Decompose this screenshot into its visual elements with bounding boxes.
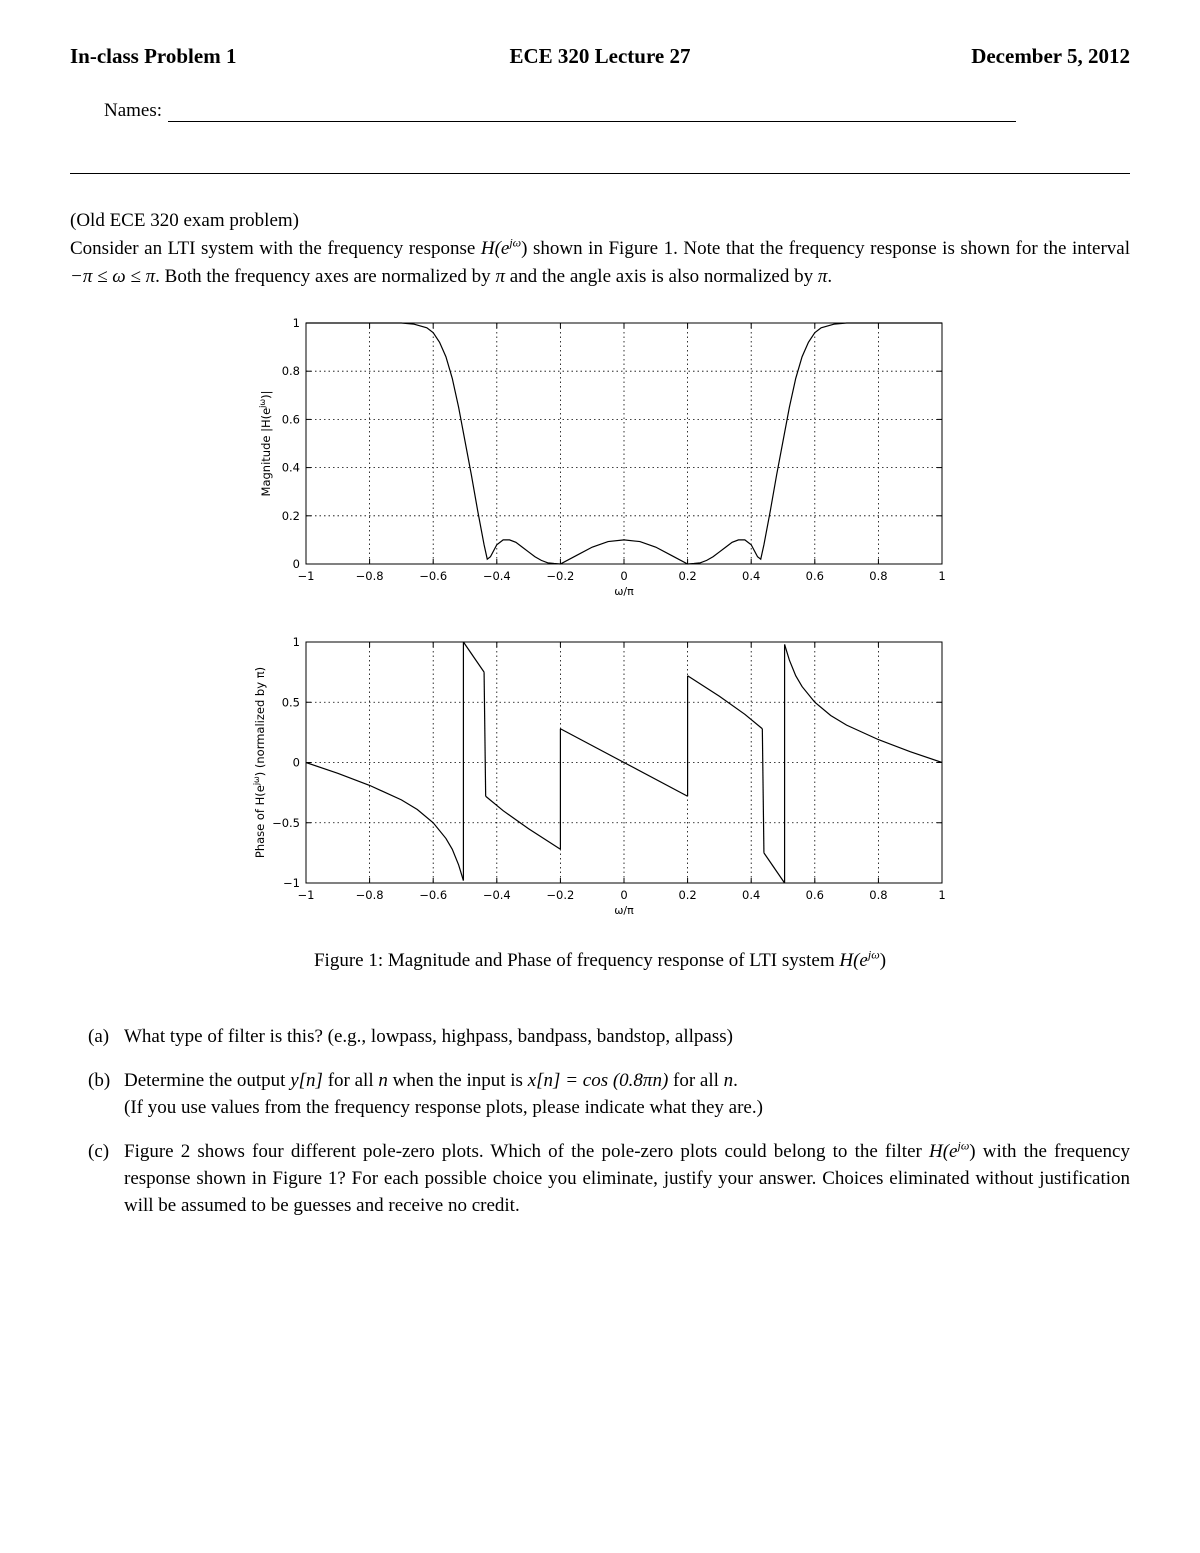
x-tick-label: −0.4 [482,569,511,583]
header-lecture: ECE 320 Lecture 27 [509,44,691,68]
header-course-problem: In-class Problem 1 [70,44,237,68]
y-tick-label: 0.8 [281,364,300,379]
x-tick-label: 1 [938,569,946,583]
names-label: Names: [104,100,163,121]
x-tick-label: 1 [938,888,946,902]
y-axis-label: Phase of $H(e^{j\omega})$ (normalized by π) [252,666,267,859]
phase-plot [252,635,946,917]
names-blank-line[interactable] [168,101,1016,122]
figure-caption: Figure 1: Magnitude and Phase of frequency response of LTI system $H(e^{j\omega})$ [313,947,887,971]
header-rule [70,173,1130,174]
x-tick-label: 0.8 [869,569,888,583]
x-axis-label: ω/π [614,585,634,598]
names-row [104,100,1016,122]
x-tick-label: 0.6 [805,888,824,902]
y-tick-label: 0.4 [281,460,300,475]
question-c-text: Figure 2 shows four different pole-zero plots. Which of the pole-zero plots could belong to the filter $H(e^{j\omega})$ with the frequency response shown in Figure 1? For each possible choice you eliminate, justify your answer. Choices eliminated without justification will be assumed to be guesses and receive no credit. [124,1138,1130,1216]
y-tick-label: 0 [292,755,300,770]
header-date: December 5, 2012 [971,44,1130,68]
y-tick-label: 0.6 [281,412,300,427]
x-tick-label: −0.6 [419,888,448,902]
y-tick-label: −0.5 [272,815,300,830]
question-a-text: What type of filter is this? (e.g., lowpass, highpass, bandpass, bandstop, allpass) [124,1026,733,1047]
x-tick-label: −1 [297,888,315,902]
magnitude-plot [258,316,946,598]
x-tick-label: −0.2 [546,888,575,902]
x-tick-label: 0.4 [742,569,761,583]
y-tick-label: 1 [292,635,300,649]
x-tick-label: 0 [620,569,628,583]
question-c-label: (c) [88,1141,110,1162]
question-b [88,1067,1130,1121]
y-tick-label: −1 [283,876,300,890]
x-tick-label: 0.2 [678,569,697,583]
question-a [88,1023,1130,1050]
intro-statement: Consider an LTI system with the frequency response $H(e^{j\omega})$ shown in Figure 1. Note that the frequency response is shown for the interval −π ≤ ω ≤ π. Both the frequency axes are normalized by π and the angle axis is also normalized by π. [70,235,1130,287]
y-axis-label: Magnitude $|H(e^{j\omega})|$ [258,390,273,497]
x-tick-label: −0.4 [482,888,511,902]
question-a-label: (a) [88,1026,110,1047]
x-tick-label: 0.4 [742,888,761,902]
intro-source: (Old ECE 320 exam problem) [70,210,300,231]
figure-1 [240,305,980,925]
y-tick-label: 0.2 [281,508,300,523]
question-c [88,1138,1130,1219]
x-tick-label: 0 [620,888,628,902]
x-tick-label: 0.2 [678,888,697,902]
y-tick-label: 0.5 [281,695,300,710]
x-tick-label: −0.8 [355,569,384,583]
x-tick-label: −0.6 [419,569,448,583]
x-tick-label: 0.6 [805,569,824,583]
question-b-label: (b) [88,1070,111,1091]
question-b-text: Determine the output y[n] for all n when the input is x[n] = cos (0.8πn) for all n. (If you use values from the frequency response plots, please indicate what they are.) [124,1070,763,1118]
problem-intro [70,207,1130,291]
y-tick-label: 1 [292,316,300,330]
y-tick-label: 0 [292,557,300,571]
x-tick-label: −0.2 [546,569,575,583]
x-tick-label: −0.8 [355,888,384,902]
x-tick-label: 0.8 [869,888,888,902]
x-tick-label: −1 [297,569,315,583]
x-axis-label: ω/π [614,904,634,917]
